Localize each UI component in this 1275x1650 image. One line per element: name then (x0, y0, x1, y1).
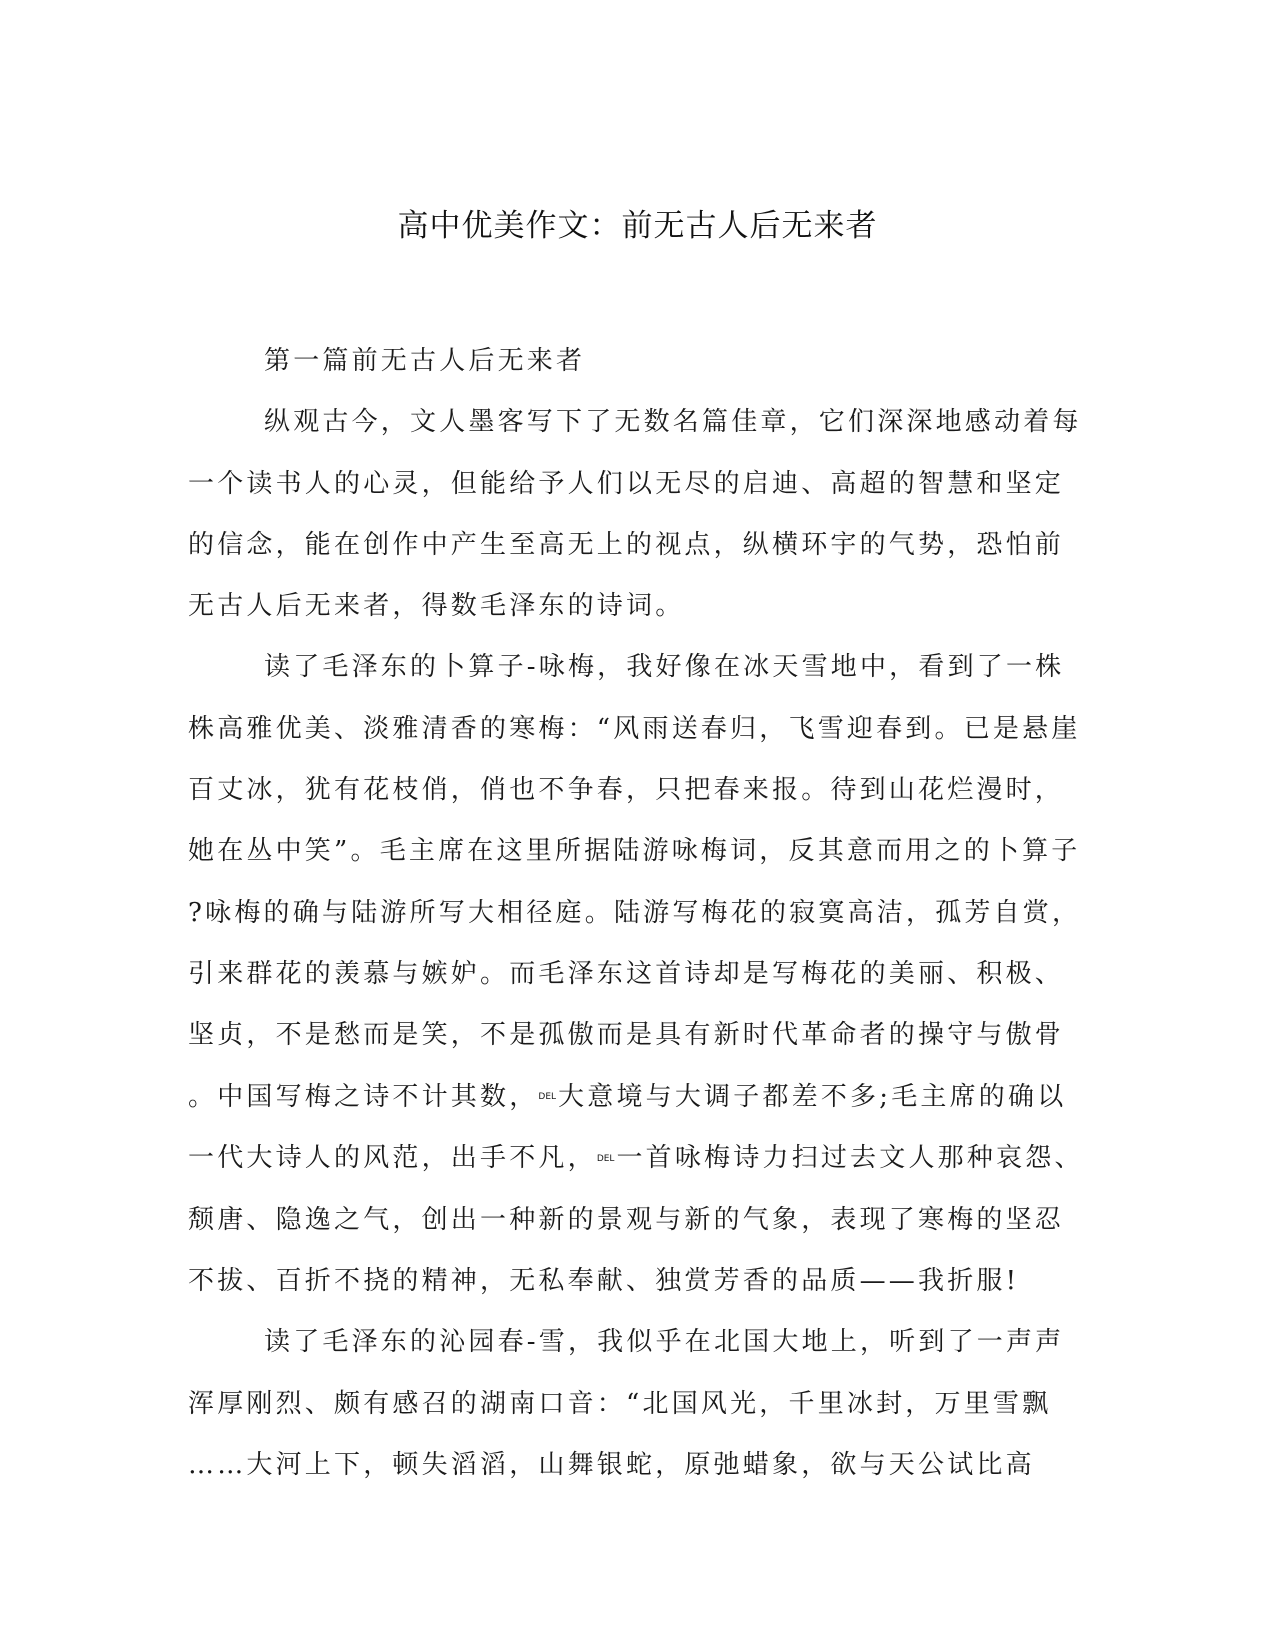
del-mark: DEL (538, 1091, 557, 1102)
text-line: 读了毛泽东的沁园春-雪，我似乎在北国大地上，听到了一声声 (264, 1327, 1065, 1358)
text-line: ……大河上下，顿失滔滔，山舞银蛇，原弛蜡象，欲与天公试比高 (188, 1450, 1035, 1481)
paragraph-2 (188, 637, 1084, 1312)
text-segment: 大意境与大调子都差不多;毛主席的确以 (558, 1081, 1067, 1112)
text-line: 不拔、百折不挠的精神，无私奉献、独赏芳香的品质——我折服! (188, 1266, 1020, 1297)
text-line: ?咏梅的确与陆游所写大相径庭。陆游写梅花的寂寞高洁，孤芳自赏， (188, 897, 1082, 928)
text-segment: 。中国写梅之诗不计其数， (188, 1081, 539, 1112)
text-line: 引来群花的羡慕与嫉妒。而毛泽东这首诗却是写梅花的美丽、积极、 (188, 958, 1065, 989)
text-line-with-mark (188, 1067, 1080, 1129)
section-heading (188, 331, 1080, 392)
text-line: 百丈冰，犹有花枝俏，俏也不争春，只把春来报。待到山花烂漫时， (188, 775, 1065, 806)
text-line: 株高雅优美、淡雅清香的寒梅：“风雨送春归，飞雪迎春到。已是悬崖 (188, 713, 1081, 744)
text-line: 她在丛中笑”。毛主席在这里所据陆游咏梅词，反其意而用之的卜算子 (188, 836, 1081, 867)
del-mark: DEL (596, 1153, 615, 1164)
text-line-with-mark (188, 1128, 1084, 1190)
text-segment: 一代大诗人的风范，出手不凡， (188, 1143, 597, 1174)
document-title: 高中优美作文：前无古人后无来者 (397, 208, 878, 244)
text-line: 纵观古今，文人墨客写下了无数名篇佳章，它们深深地感动着每 (264, 407, 1082, 438)
paragraph-3 (188, 1312, 1080, 1496)
text-segment: 一首咏梅诗力扫过去文人那种哀怨、 (616, 1143, 1084, 1174)
text-line: 坚贞，不是愁而是笑，不是孤傲而是具有新时代革命者的操守与傲骨 (188, 1020, 1065, 1051)
text-line: 无古人后无来者，得数毛泽东的诗词。 (188, 591, 685, 622)
text-line: 颓唐、隐逸之气，创出一种新的景观与新的气象，表现了寒梅的坚忍 (188, 1204, 1065, 1235)
text-line: 的信念，能在创作中产生至高无上的视点，纵横环宇的气势，恐怕前 (188, 529, 1065, 560)
text-line: 读了毛泽东的卜算子-咏梅，我好像在冰天雪地中，看到了一株 (264, 652, 1065, 683)
document-body (188, 331, 1084, 1496)
paragraph-1 (188, 392, 1080, 637)
section-heading-text: 第一篇前无古人后无来者 (264, 346, 586, 376)
text-line: 一个读书人的心灵，但能给予人们以无尽的启迪、高超的智慧和坚定 (188, 468, 1065, 499)
text-line: 浑厚刚烈、颇有感召的湖南口音：“北国风光，千里冰封，万里雪飘 (188, 1388, 1052, 1419)
